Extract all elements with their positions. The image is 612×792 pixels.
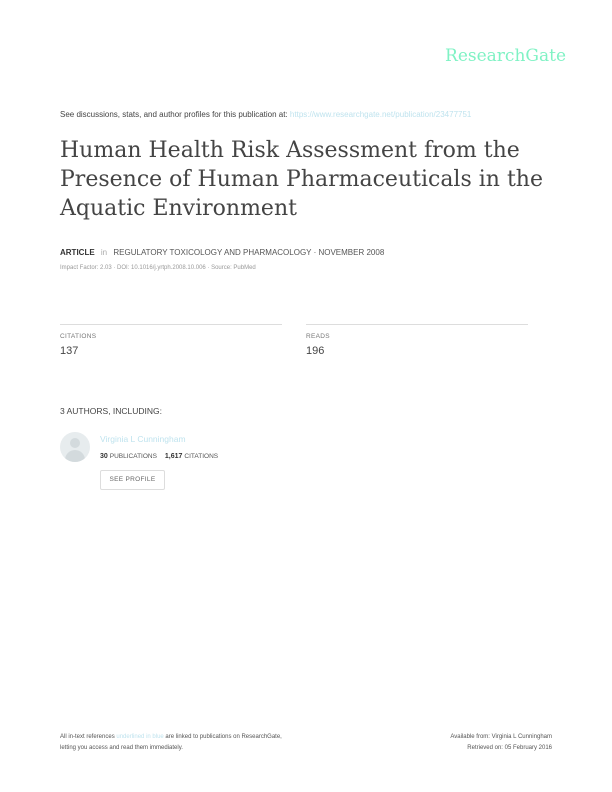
title-line-3: Aquatic Environment bbox=[60, 196, 297, 221]
authors-count: 3 AUTHORS bbox=[60, 406, 109, 416]
publication-details: Impact Factor: 2.03 · DOI: 10.1016/j.yrtph.2008.10.006 · Source: PubMed bbox=[60, 265, 256, 271]
title-line-1: Human Health Risk Assessment from the bbox=[60, 138, 520, 163]
footer-left-line-1 bbox=[60, 732, 282, 743]
author-citations-count: 1,617 bbox=[164, 453, 183, 460]
footer-retrieved-on: Retrieved on: 05 February 2016 bbox=[467, 745, 552, 751]
footer-available-from: Available from: Virginia L Cunningham bbox=[450, 734, 552, 740]
discussion-notice bbox=[60, 110, 471, 119]
citations-label: CITATIONS bbox=[60, 333, 97, 340]
journal-date: REGULATORY TOXICOLOGY AND PHARMACOLOGY · NOVEMBER 2008 bbox=[113, 248, 385, 257]
publication-meta bbox=[60, 248, 384, 257]
author-publications-count: 30 bbox=[100, 453, 108, 460]
reads-label: READS bbox=[306, 333, 330, 340]
authors-including: , INCLUDING: bbox=[108, 406, 163, 416]
citations-stat bbox=[60, 324, 282, 357]
author-citations-label: CITATIONS bbox=[184, 453, 219, 460]
publication-link[interactable]: https://www.researchgate.net/publication/23477751 bbox=[289, 110, 472, 119]
author-name-link[interactable]: Virginia L Cunningham bbox=[100, 434, 186, 444]
author-publications-label: PUBLICATIONS bbox=[109, 453, 157, 460]
reads-value: 196 bbox=[306, 345, 325, 357]
author-stats bbox=[100, 453, 224, 460]
see-profile-button[interactable]: SEE PROFILE bbox=[100, 470, 165, 490]
footer-pre-text: All in-text references bbox=[60, 734, 115, 740]
discussion-text: See discussions, stats, and author profiles for this publication at: bbox=[60, 110, 288, 119]
title-line-2: Presence of Human Pharmaceuticals in the bbox=[60, 167, 543, 192]
reads-stat bbox=[306, 324, 528, 357]
author-card bbox=[60, 432, 360, 502]
citations-value: 137 bbox=[60, 345, 79, 357]
researchgate-logo[interactable]: ResearchGate bbox=[445, 46, 566, 66]
footer-post-text: are linked to publications on ResearchGate, bbox=[165, 734, 282, 740]
footer-underlined-link: underlined in blue bbox=[116, 734, 164, 740]
authors-heading bbox=[60, 406, 162, 416]
footer-left-line-2: letting you access and read them immediately. bbox=[60, 745, 183, 751]
footer-availability bbox=[450, 732, 552, 754]
person-silhouette-icon[interactable] bbox=[60, 432, 90, 462]
publication-title bbox=[60, 136, 560, 223]
in-word: in bbox=[100, 248, 108, 257]
publication-type: ARTICLE bbox=[60, 248, 95, 257]
footer-references-note bbox=[60, 732, 282, 754]
